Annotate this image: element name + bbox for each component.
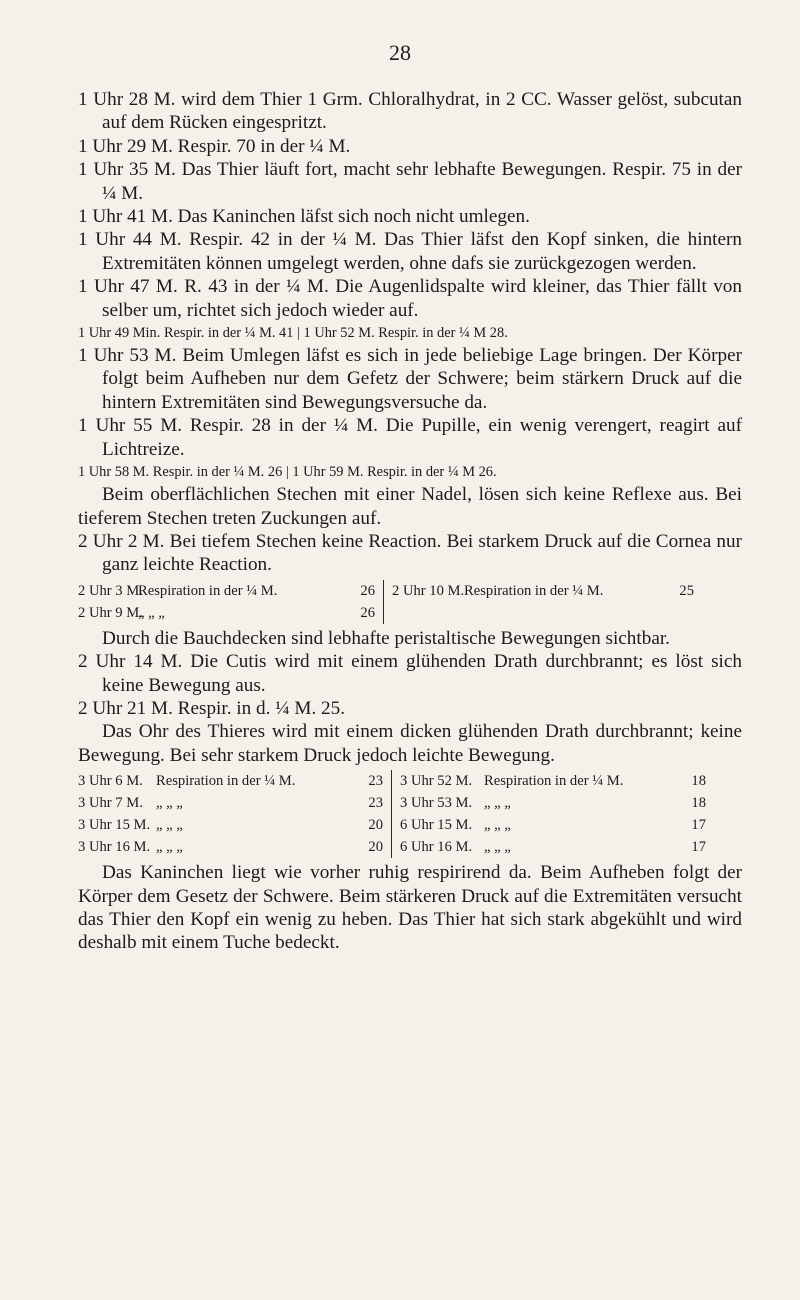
respiration-cell: „ „ „ <box>138 604 165 621</box>
table-1-left-column <box>78 580 384 624</box>
respiration-cell: „ „ „ <box>156 817 183 834</box>
protocol-block-3 <box>78 861 742 955</box>
protocol-entry: 2 Uhr 14 M. Die Cutis wird mit einem glühenden Drath durchbrannt; es löst sich keine Bewegung aus. <box>78 651 742 696</box>
value-cell: 17 <box>691 817 706 834</box>
table-row <box>78 770 383 792</box>
table-1-right-column <box>384 580 694 624</box>
protocol-entry: 1 Uhr 35 M. Das Thier läuft fort, macht sehr lebhafte Bewegungen. Respir. 75 in der ¼ M. <box>78 159 742 204</box>
protocol-entry: 1 Uhr 53 M. Beim Umlegen läfst es sich in jede beliebige Lage bringen. Der Körper folgt beim Aufheben nur dem Gefetz der Schwere; beim stärkern Druck auf die hintern Extremitäten sind Bewegungsversuche da. <box>78 345 742 413</box>
inline-measurement: 1 Uhr 58 M. Respir. in der ¼ M. 26 | 1 Uhr 59 M. Respir. in der ¼ M 26. <box>78 464 497 481</box>
value-cell: 23 <box>368 773 383 790</box>
time-cell: 6 Uhr 16 M. <box>400 839 473 856</box>
table-row <box>400 792 706 814</box>
table-row <box>78 814 383 836</box>
table-row <box>400 836 706 858</box>
protocol-entry: 1 Uhr 55 M. Respir. 28 in der ¼ M. Die Pupille, ein wenig verengert, reagirt auf Lichtreize. <box>78 415 742 460</box>
table-row <box>400 814 706 836</box>
respiration-cell: „ „ „ <box>156 795 183 812</box>
protocol-entry: 1 Uhr 44 M. Respir. 42 in der ¼ M. Das Thier läfst den Kopf sinken, die hintern Extremitäten können umgelegt werden, ohne dafs sie zurückgezogen werden. <box>78 229 742 274</box>
value-cell: 18 <box>691 773 706 790</box>
respiration-cell: „ „ „ <box>156 839 183 856</box>
value-cell: 20 <box>368 839 383 856</box>
table-row <box>78 836 383 858</box>
time-cell: 3 Uhr 53 M. <box>400 795 473 812</box>
table-row <box>78 792 383 814</box>
time-cell: 2 Uhr 3 M. <box>78 582 143 599</box>
protocol-block-2 <box>78 627 742 767</box>
respiration-table-1 <box>78 580 742 624</box>
respiration-cell: Respiration in der ¼ M. <box>156 773 296 790</box>
body-text <box>78 88 742 955</box>
value-cell: 18 <box>691 795 706 812</box>
paragraph: Durch die Bauchdecken sind lebhafte peristaltische Bewegungen sichtbar. <box>102 627 670 649</box>
protocol-entry: 2 Uhr 2 M. Bei tiefem Stechen keine Reaction. Bei starkem Druck auf die Cornea nur ganz leichte Reaction. <box>78 530 742 576</box>
value-cell: 23 <box>368 795 383 812</box>
value-cell: 26 <box>360 582 375 599</box>
table-2-left-column <box>78 770 392 858</box>
time-cell: 6 Uhr 15 M. <box>400 817 473 834</box>
time-cell: 2 Uhr 9 M. <box>78 604 143 621</box>
respiration-cell: „ „ „ <box>484 817 511 834</box>
respiration-cell: „ „ „ <box>484 839 511 856</box>
table-2-right-column <box>392 770 706 858</box>
time-cell: 3 Uhr 15 M. <box>78 817 151 834</box>
value-cell: 20 <box>368 817 383 834</box>
value-cell: 26 <box>360 604 375 621</box>
paragraph: Beim oberflächlichen Stechen mit einer Nadel, lösen sich keine Reflexe aus. Bei tieferem Stechen treten Zuckungen auf. <box>78 484 742 529</box>
respiration-cell: Respiration in der ¼ M. <box>138 582 278 599</box>
value-cell: 17 <box>691 839 706 856</box>
table-row <box>392 580 694 602</box>
protocol-entry: 2 Uhr 21 M. Respir. in d. ¼ M. 25. <box>78 697 346 719</box>
time-cell: 3 Uhr 7 M. <box>78 795 143 812</box>
protocol-entry: 1 Uhr 28 M. wird dem Thier 1 Grm. Chloralhydrat, in 2 CC. Wasser gelöst, subcutan auf dem Rücken eingespritzt. <box>78 89 742 134</box>
table-row <box>400 770 706 792</box>
protocol-block-1 <box>78 88 742 577</box>
paragraph: Das Kaninchen liegt wie vorher ruhig respirirend da. Beim Aufheben folgt der Körper dem Gesetz der Schwere. Beim stärkeren Druck auf die Extremitäten versucht das Thier den Kopf ein wenig zu heben. Das Thier hat sich stark abgekühlt und wird deshalb mit einem Tuche bedeckt. <box>78 862 742 954</box>
protocol-entry: 1 Uhr 41 M. Das Kaninchen läfst sich noch nicht umlegen. <box>78 206 530 228</box>
time-cell: 3 Uhr 16 M. <box>78 839 151 856</box>
value-cell: 25 <box>679 582 694 599</box>
protocol-entry: 1 Uhr 29 M. Respir. 70 in der ¼ M. <box>78 135 351 157</box>
page-number: 28 <box>389 40 411 65</box>
time-cell: 2 Uhr 10 M. <box>392 582 465 599</box>
protocol-entry: 1 Uhr 47 M. R. 43 in der ¼ M. Die Augenlidspalte wird kleiner, das Thier fällt von selber um, richtet sich jedoch wieder auf. <box>78 276 742 321</box>
respiration-cell: „ „ „ <box>484 795 511 812</box>
time-cell: 3 Uhr 52 M. <box>400 773 473 790</box>
table-row <box>78 580 375 602</box>
table-row <box>78 602 375 624</box>
inline-measurement: 1 Uhr 49 Min. Respir. in der ¼ M. 41 | 1 Uhr 52 M. Respir. in der ¼ M 28. <box>78 325 508 342</box>
paragraph: Das Ohr des Thieres wird mit einem dicken glühenden Drath durchbrannt; keine Bewegung. Bei sehr starkem Druck jedoch leichte Bewegung. <box>78 721 742 766</box>
respiration-table-2 <box>78 770 742 858</box>
time-cell: 3 Uhr 6 M. <box>78 773 143 790</box>
respiration-cell: Respiration in der ¼ M. <box>464 582 604 599</box>
respiration-cell: Respiration in der ¼ M. <box>484 773 624 790</box>
